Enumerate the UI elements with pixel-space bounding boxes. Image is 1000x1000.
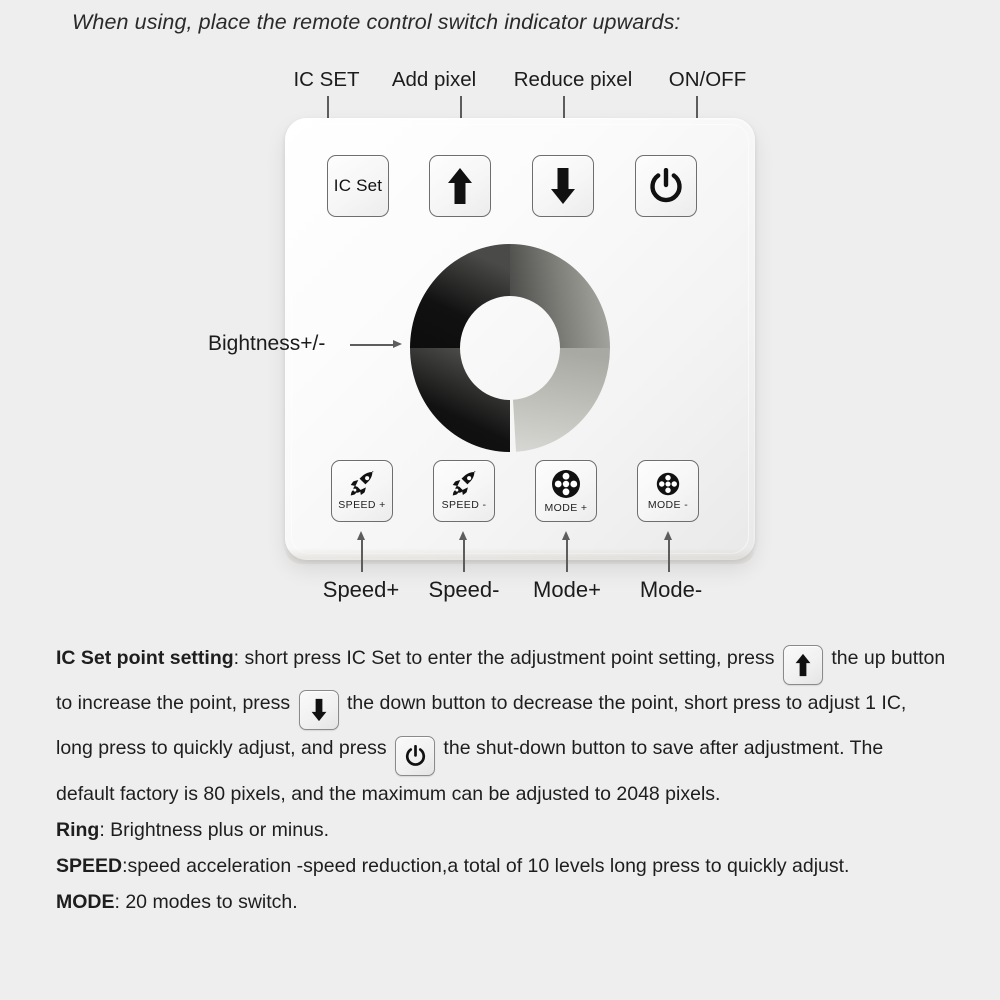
key-mode-plus[interactable] <box>535 460 597 522</box>
instruction-paragraph-ic-set <box>56 640 946 812</box>
key-speed-plus[interactable] <box>331 460 393 522</box>
instructions-block <box>56 640 946 920</box>
instruction-heading-ic-set: IC Set point setting <box>56 647 234 669</box>
inline-key-down[interactable] <box>299 690 339 730</box>
callout-arrow-speed-minus-line <box>463 540 465 572</box>
key-mode-minus-label: MODE - <box>647 498 689 511</box>
instruction-ic-set-c: the down button to decrease the point, short press to adjust 1 IC, long press to quickly adjust, and press <box>56 692 907 759</box>
instruction-ring-text: : Brightness plus or minus. <box>99 819 330 841</box>
arrow-up-icon <box>562 531 570 540</box>
instruction-paragraph-speed <box>56 848 946 884</box>
instruction-mode-text: : 20 modes to switch. <box>114 891 298 913</box>
callout-label-on-off: ON/OFF <box>668 68 747 91</box>
inline-key-up[interactable] <box>783 645 823 685</box>
rocket-icon <box>451 471 478 496</box>
brightness-ring[interactable] <box>398 240 622 456</box>
arrow-right-icon <box>393 340 402 348</box>
callout-label-speed-minus: Speed- <box>428 577 500 602</box>
key-power[interactable] <box>635 155 697 217</box>
page-title: When using, place the remote control switch indicator upwards: <box>72 10 681 34</box>
key-speed-minus[interactable] <box>433 460 495 522</box>
callout-label-reduce-pixel: Reduce pixel <box>513 68 633 91</box>
key-ic-set[interactable] <box>327 155 389 217</box>
key-mode-plus-label: MODE + <box>544 501 588 514</box>
key-reduce-pixel[interactable] <box>532 155 594 217</box>
arrow-up-icon <box>664 531 672 540</box>
callout-label-add-pixel: Add pixel <box>391 68 477 91</box>
film-reel-icon <box>551 469 581 499</box>
key-mode-minus[interactable] <box>637 460 699 522</box>
arrow-down-icon <box>550 167 576 205</box>
instruction-speed-text: :speed acceleration -speed reduction,a total of 10 levels long press to quickly adjust. <box>122 855 850 877</box>
power-icon <box>405 745 426 767</box>
instruction-heading-ring: Ring <box>56 819 100 841</box>
arrow-up-icon <box>357 531 365 540</box>
key-add-pixel[interactable] <box>429 155 491 217</box>
instruction-paragraph-mode <box>56 884 946 920</box>
instruction-heading-speed: SPEED <box>56 855 123 877</box>
callout-label-brightness: Bightness+/- <box>208 332 326 355</box>
arrow-up-icon <box>447 167 473 205</box>
key-speed-minus-label: SPEED - <box>441 499 487 511</box>
gradient-ring-icon <box>398 240 622 456</box>
callout-arrow-brightness-line <box>350 344 396 346</box>
power-icon <box>649 168 683 204</box>
callout-arrow-speed-plus-line <box>361 540 363 572</box>
film-reel-icon <box>656 472 680 496</box>
inline-key-power[interactable] <box>395 736 435 776</box>
callout-label-speed-plus: Speed+ <box>322 577 400 602</box>
callout-label-mode-plus: Mode+ <box>533 577 601 602</box>
callout-arrow-mode-plus-line <box>566 540 568 572</box>
arrow-up-icon <box>459 531 467 540</box>
instruction-ic-set-a: : short press IC Set to enter the adjustment point setting, press <box>233 647 780 669</box>
key-ic-set-label: IC Set <box>333 176 383 195</box>
callout-label-ic-set: IC SET <box>293 68 360 91</box>
instruction-paragraph-ring <box>56 812 946 848</box>
callout-arrow-mode-minus-line <box>668 540 670 572</box>
arrow-up-icon <box>795 653 811 677</box>
callout-label-mode-minus: Mode- <box>639 577 703 602</box>
instruction-heading-mode: MODE <box>56 891 115 913</box>
key-speed-plus-label: SPEED + <box>338 499 386 511</box>
instruction-ic-set-b: the up button to increase the point, press <box>56 647 946 714</box>
rocket-icon <box>349 471 376 496</box>
instruction-ic-set-d: the shut-down button to save after adjustment. The default factory is 80 pixels, and the maximum can be adjusted to 2048 pixels. <box>56 737 884 805</box>
arrow-down-icon <box>311 698 327 722</box>
